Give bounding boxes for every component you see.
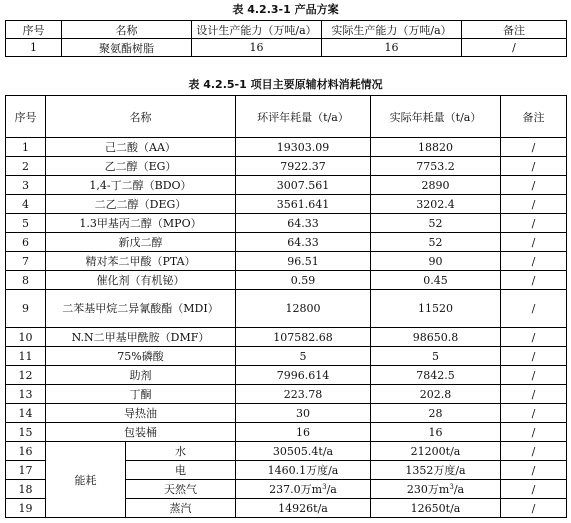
- table-cell: 96.51: [236, 252, 371, 271]
- table-cell: 16: [371, 423, 501, 442]
- table-cell: /: [501, 271, 567, 290]
- table2-caption: 表 4.2.5-1 项目主要原辅材料消耗情况: [188, 78, 383, 91]
- table-cell: 52: [371, 233, 501, 252]
- table-cell: 52: [371, 214, 501, 233]
- table-cell: 19303.09: [236, 138, 371, 157]
- table-row: [6, 385, 567, 404]
- table-header-row: [6, 96, 567, 138]
- table-cell: 12800: [236, 290, 371, 328]
- table-cell: 7753.2: [371, 157, 501, 176]
- table-cell: 1: [6, 138, 46, 157]
- table-cell: 3202.4: [371, 195, 501, 214]
- table-cell: 16: [236, 423, 371, 442]
- table-cell: 10: [6, 328, 46, 347]
- header-cell: 名称: [46, 96, 236, 138]
- table-row: [6, 252, 567, 271]
- table-cell: 8: [6, 271, 46, 290]
- table-cell: 3: [6, 176, 46, 195]
- table-cell: 17: [6, 461, 46, 480]
- table-cell: N.N二甲基甲酰胺（DMF）: [46, 328, 236, 347]
- table-cell: 18: [6, 480, 46, 499]
- table-row: [6, 138, 567, 157]
- header-cell: 备注: [462, 21, 567, 39]
- table-cell: 5: [6, 214, 46, 233]
- table-cell: 3561.641: [236, 195, 371, 214]
- table-cell: 107582.68: [236, 328, 371, 347]
- header-cell: 设计生产能力（万吨/a）: [192, 21, 322, 39]
- table-cell: 12: [6, 366, 46, 385]
- header-cell: 实际生产能力（万吨/a）: [322, 21, 462, 39]
- table-cell: 202.8: [371, 385, 501, 404]
- table-row: [6, 157, 567, 176]
- table-row: [6, 366, 567, 385]
- table-cell: /: [501, 328, 567, 347]
- unit-suffix: /a: [326, 483, 337, 496]
- table-row: [6, 233, 567, 252]
- table-cell: 19: [6, 499, 46, 518]
- table-cell: 11520: [371, 290, 501, 328]
- header-cell: 名称: [62, 21, 192, 39]
- table-cell: 75%磷酸: [46, 347, 236, 366]
- table-cell: 己二酸（AA）: [46, 138, 236, 157]
- table-cell: 14926t/a: [236, 499, 371, 518]
- table-row: [6, 176, 567, 195]
- table-cell: /: [501, 385, 567, 404]
- table-cell: 12650t/a: [371, 499, 501, 518]
- table-cell: 13: [6, 385, 46, 404]
- table-cell: 1460.1万度/a: [236, 461, 371, 480]
- table-cell: 水: [126, 442, 236, 461]
- table-cell: 新戊二醇: [46, 233, 236, 252]
- table-cell: /: [501, 176, 567, 195]
- table-row: [6, 214, 567, 233]
- product-plan-table: [5, 20, 567, 57]
- table-cell: /: [501, 157, 567, 176]
- table-cell: 30: [236, 404, 371, 423]
- table-cell: 7996.614: [236, 366, 371, 385]
- table-cell: 7842.5: [371, 366, 501, 385]
- table-cell: /: [501, 404, 567, 423]
- table-cell: 助剂: [46, 366, 236, 385]
- table-header-row: [6, 21, 567, 39]
- table-cell: 1.3甲基丙二醇（MPO）: [46, 214, 236, 233]
- table-cell: /: [501, 252, 567, 271]
- table-cell: 28: [371, 404, 501, 423]
- table-cell: 聚氨酯树脂: [62, 39, 192, 57]
- table-cell: 7922.37: [236, 157, 371, 176]
- table-cell: 0.45: [371, 271, 501, 290]
- table-cell: 丁酮: [46, 385, 236, 404]
- table-cell: 蒸汽: [126, 499, 236, 518]
- table-cell: /: [501, 366, 567, 385]
- table-cell: 16: [192, 39, 322, 57]
- table-cell: 二苯基甲烷二异氰酸酯（MDI）: [46, 290, 236, 328]
- value-text: 237.0万m: [269, 483, 323, 496]
- table-row: [6, 442, 567, 461]
- table-row: [6, 423, 567, 442]
- table-cell: 16: [6, 442, 46, 461]
- unit-superscript: 3: [322, 483, 327, 491]
- table-cell: /: [501, 423, 567, 442]
- materials-table-body: [6, 138, 567, 518]
- table-cell: 3007.561: [236, 176, 371, 195]
- value-text: 230万m: [406, 483, 450, 496]
- table-row: [6, 404, 567, 423]
- table-cell: 15: [6, 423, 46, 442]
- unit-suffix: /a: [453, 483, 465, 496]
- table-cell: 0.59: [236, 271, 371, 290]
- table-cell: 64.33: [236, 233, 371, 252]
- table-cell: 7: [6, 252, 46, 271]
- table-cell: 2: [6, 157, 46, 176]
- table-cell: /: [501, 347, 567, 366]
- header-cell: 环评年耗量（t/a）: [236, 96, 371, 138]
- header-cell: 序号: [6, 21, 62, 39]
- table-cell: 精对苯二甲酸（PTA）: [46, 252, 236, 271]
- table-cell: 1,4-丁二醇（BDO）: [46, 176, 236, 195]
- header-cell: 备注: [501, 96, 567, 138]
- table-cell: 5: [236, 347, 371, 366]
- unit-superscript: 3: [449, 483, 454, 491]
- table-cell: 18820: [371, 138, 501, 157]
- table-row: [6, 290, 567, 328]
- table-row: [6, 271, 567, 290]
- table-row: [6, 39, 567, 57]
- materials-table: [5, 95, 567, 518]
- table-row: [6, 347, 567, 366]
- table-cell: 2890: [371, 176, 501, 195]
- table-cell: /: [501, 480, 567, 499]
- table-cell: /: [501, 195, 567, 214]
- header-cell: 实际年耗量（t/a）: [371, 96, 501, 138]
- table-cell: 16: [322, 39, 462, 57]
- table-cell: 223.78: [236, 385, 371, 404]
- table-cell: 二乙二醇（DEG）: [46, 195, 236, 214]
- table-cell: /: [501, 461, 567, 480]
- table-cell: [236, 480, 371, 499]
- table-cell: 5: [371, 347, 501, 366]
- table-cell: /: [501, 214, 567, 233]
- table-cell: 9: [6, 290, 46, 328]
- table-cell: 电: [126, 461, 236, 480]
- table-cell: /: [501, 499, 567, 518]
- table-cell: 6: [6, 233, 46, 252]
- table-cell: 导热油: [46, 404, 236, 423]
- table-cell: 21200t/a: [371, 442, 501, 461]
- table-cell: /: [501, 290, 567, 328]
- table-cell: /: [462, 39, 567, 57]
- table-cell: /: [501, 138, 567, 157]
- energy-group-label: 能耗: [46, 442, 126, 518]
- table-row: [6, 328, 567, 347]
- table-cell: 14: [6, 404, 46, 423]
- table-cell: 98650.8: [371, 328, 501, 347]
- table1-caption: 表 4.2.3-1 产品方案: [232, 3, 339, 16]
- table-row: [6, 195, 567, 214]
- table-cell: 乙二醇（EG）: [46, 157, 236, 176]
- header-cell: 序号: [6, 96, 46, 138]
- table-cell: 催化剂（有机铋）: [46, 271, 236, 290]
- table-cell: 64.33: [236, 214, 371, 233]
- table-cell: [371, 480, 501, 499]
- table-cell: 1352万度/a: [371, 461, 501, 480]
- table-cell: 1: [6, 39, 62, 57]
- table-cell: 包装桶: [46, 423, 236, 442]
- table-cell: 11: [6, 347, 46, 366]
- table-cell: /: [501, 442, 567, 461]
- table-cell: 30505.4t/a: [236, 442, 371, 461]
- table-cell: 天然气: [126, 480, 236, 499]
- table-cell: 4: [6, 195, 46, 214]
- table-cell: 90: [371, 252, 501, 271]
- table-cell: /: [501, 233, 567, 252]
